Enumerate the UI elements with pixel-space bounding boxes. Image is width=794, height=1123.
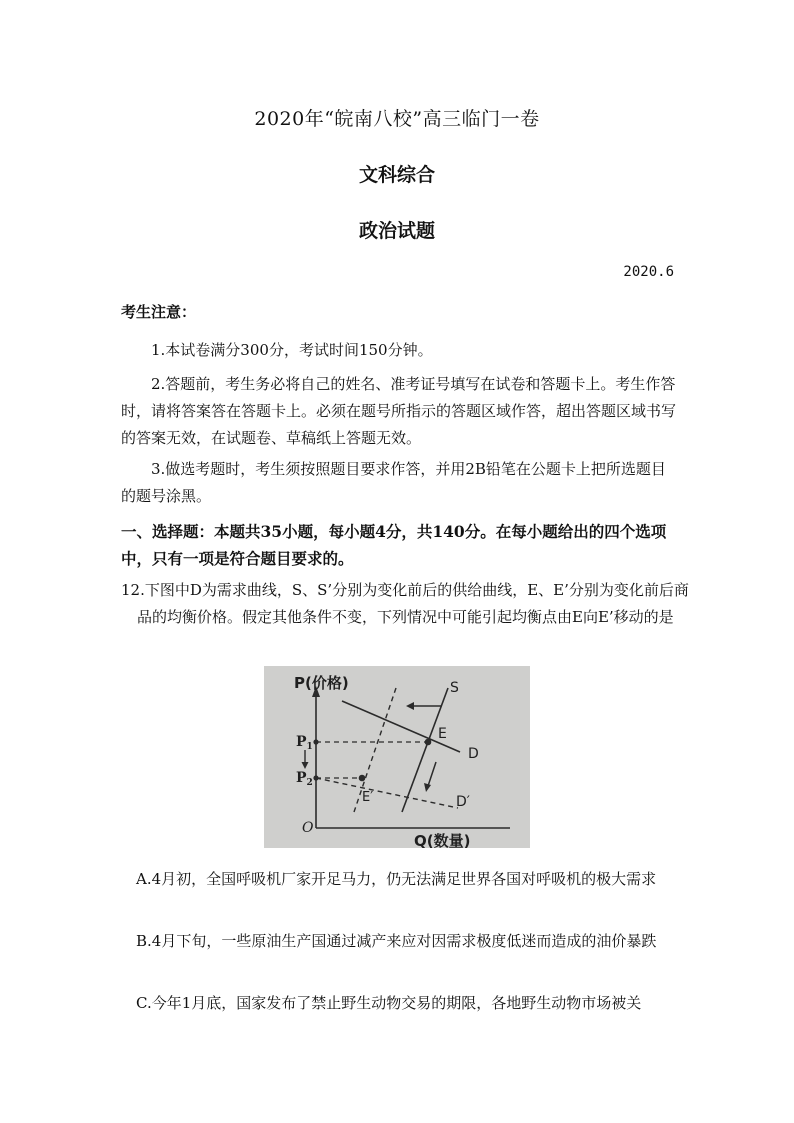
x-axis-label: Q(数量) [414,832,471,848]
supply-demand-figure [264,666,530,848]
equilibrium-point-e [425,739,432,746]
paper-title: 政治试题 [358,220,435,242]
e-prime-label: E′ [362,790,374,805]
equilibrium-point-e-prime [359,775,366,782]
origin-label: O [302,820,314,836]
notice-item-1: 1.本试卷满分300分，考试时间150分钟。 [151,341,433,359]
p2-subscript: 2 [306,778,313,788]
y-axis-label: P(价格) [294,674,349,692]
option-b: B.4月下旬，一些原油生产国通过减产来应对因需求极度低迷而造成的油价暴跌 [136,932,657,950]
supply-demand-diagram [264,666,530,848]
option-c: C.今年1月底，国家发布了禁止野生动物交易的期限，各地野生动物市场被关 [136,994,642,1012]
notice-item-3: 3.做选考题时，考生须按照题目要求作答，并用2B铅笔在公题卡上把所选题目的题号涂黑。 [121,460,666,505]
d-prime-label: D′ [456,794,470,810]
s-label: S [450,680,459,696]
p1-tick [313,739,318,744]
notice-item-2: 2.答题前，考生务必将自己的姓名、准考证号填写在试卷和答题卡上。考生作答时，请将答案答在答题卡上。必须在题号所指示的答题区域作答，超出答题区域书写的答案无效，在试题卷、草稿纸上答题无效。 [121,375,677,447]
p1-letter: P [296,734,307,750]
question-stem: 12.下图中D为需求曲线，S、S’分别为变化前后的供给曲线，E、E’分别为变化前后商品的均衡价格。假定其他条件不变，下列情况中可能引起均衡点由E向E’移动的是 [121,581,689,626]
p2-letter: P [296,770,307,786]
exam-title: 2020年“皖南八校”高三临门一卷 [254,108,540,130]
d-label: D [468,746,479,762]
exam-date: 2020.6 [623,264,674,280]
option-a: A.4月初，全国呼吸机厂家开足马力，仍无法满足世界各国对呼吸机的极大需求 [136,870,657,888]
subject-title: 文科综合 [358,164,435,186]
section-heading: 一、选择题：本题共35小题，每小题4分，共140分。在每小题给出的四个选项中，只有一项是符合题目要求的。 [121,522,667,568]
e-label: E [438,726,447,742]
p1-subscript: 1 [306,742,313,752]
notice-heading: 考生注意： [121,303,197,321]
p2-tick [313,775,318,780]
